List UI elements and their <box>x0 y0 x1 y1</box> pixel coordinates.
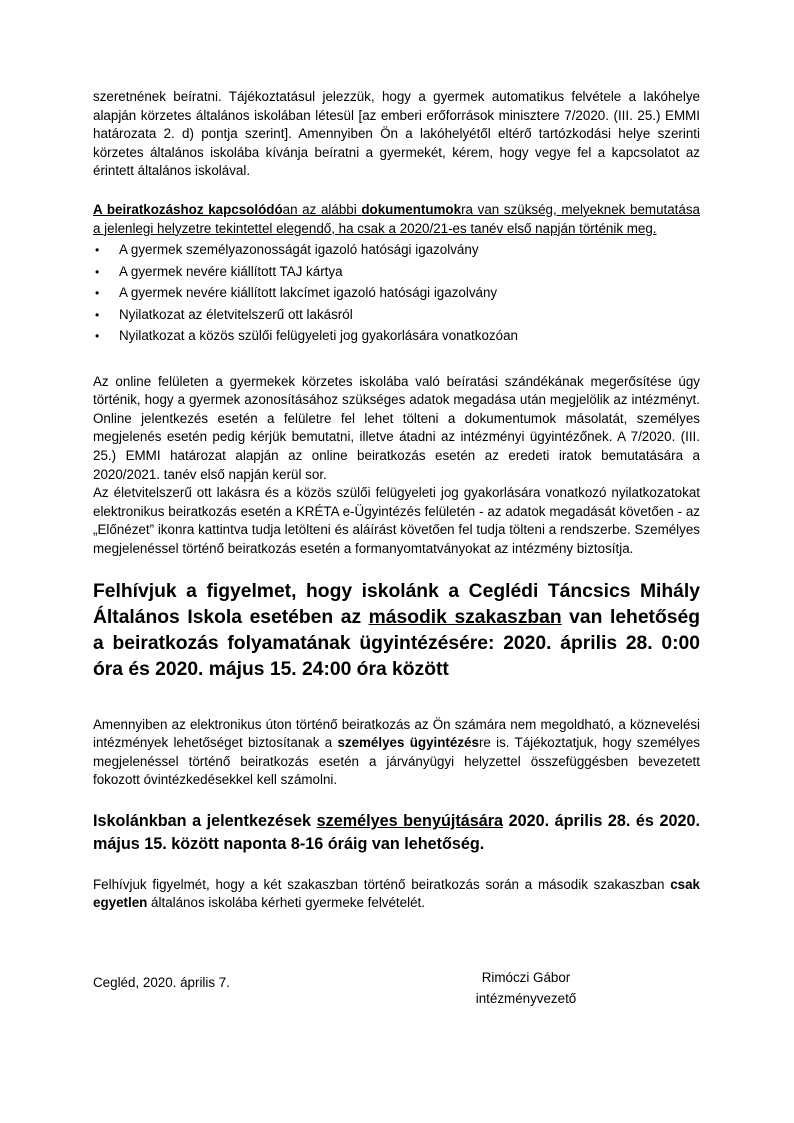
documents-intro-text <box>93 202 700 236</box>
notice-heading-text-3: van lehetőség a beiratkozás folyamatának ügyintézésére: 2020. április 28. 0:00 óra és 2020. május 15. 24:00 óra között <box>93 606 700 680</box>
final-bold: csak egyetlen <box>93 876 700 911</box>
bullet-icon: • <box>95 264 100 279</box>
bullet-icon: • <box>95 328 100 343</box>
documents-intro <box>93 201 700 238</box>
paragraph-online-process: Az online felületen a gyermekek körzetes iskolába való beíratási szándékának megerősítése úgy történik, hogy a gyermek azonosításához szükséges adatok megadása után megjelölik az intézményt. Online jelentkezés esetén a felületre fel lehet tölteni a dokumentumok másolatát, személyes megjelenés esetén pedig kérjük bemutatni, illetve átadni az intézményi ügyintézőnek. A 7/2020. (III. 25.) EMMI határozat alapján az online beiratkozás esetén az eredeti iratok bemutatására a 2020/2021. tanév első napján kerül sor. <box>93 373 700 482</box>
list-item-text: A gyermek nevére kiállított TAJ kártya <box>119 263 343 279</box>
list-item <box>93 306 700 325</box>
paragraph-personal-option <box>93 716 700 790</box>
notice-heading-underlined: második szakaszban <box>368 606 562 628</box>
list-item <box>93 241 700 260</box>
documents-intro-bold-1: A beiratkozáshoz kapcsolódó <box>93 201 283 217</box>
signature-block <box>473 968 579 1009</box>
submission-heading <box>93 810 700 856</box>
personal-bold: személyes ügyintézés <box>337 735 479 751</box>
list-item <box>93 263 700 282</box>
notice-heading <box>93 579 700 683</box>
final-text-3: általános iskolába kérheti gyermeke felvételét. <box>147 895 425 911</box>
signatory-title: intézményvezető <box>475 990 577 1006</box>
documents-intro-bold-2: dokumentumok <box>361 201 462 217</box>
paragraph-declarations: Az életvitelszerű ott lakásra és a közös szülői felügyeleti jog gyakorlására vonatkozó nyilatkozatokat elektronikus beiratkozás esetén a KRÉTA e-Ügyintézés felületén - az adatok megadását követően - az „Előnézet” ikonra kattintva tudja letölteni és aláírást követően fel tudja tölteni a rendszerbe. Személyes megjelenéssel történő beiratkozás esetén a formanyomtatványokat az intézmény biztosítja. <box>93 485 700 556</box>
bullet-icon: • <box>95 307 100 322</box>
list-item-text: A gyermek személyazonosságát igazoló hatósági igazolvány <box>119 242 479 258</box>
bullet-icon: • <box>95 243 100 258</box>
list-item <box>93 327 700 346</box>
paragraph-final-notice <box>93 876 700 913</box>
final-text-1: Felhívjuk figyelmét, hogy a két szakaszban történő beiratkozás során a második szakaszban <box>93 876 671 892</box>
submission-underlined: személyes benyújtására <box>316 811 504 830</box>
notice-heading-text-1: Felhívjuk a figyelmet, hogy iskolánk a Ceglédi Táncsics Mihály Általános Iskola esetében az <box>93 580 700 628</box>
personal-text-1: Amennyiben az elektronikus úton történő beiratkozás az Ön számára nem megoldható, a köznevelési intézmények lehetőséget biztosítanak a <box>93 716 700 751</box>
list-item-text: Nyilatkozat a közös szülői felügyeleti jog gyakorlására vonatkozóan <box>119 327 518 343</box>
document-body <box>93 88 700 993</box>
submission-text-1: Iskolánkban a jelentkezések <box>93 811 317 830</box>
list-item-text: A gyermek nevére kiállított lakcímet igazoló hatósági igazolvány <box>119 285 498 301</box>
list-item-text: Nyilatkozat az életvitelszerű ott lakásról <box>119 306 353 322</box>
required-documents-list <box>93 241 700 346</box>
documents-intro-text-2: an az alábbi <box>282 201 362 217</box>
paragraph-enrollment-info: szeretnének beíratni. Tájékoztatásul jelezzük, hogy a gyermek automatikus felvétele a lakóhelye alapján körzetes általános iskolában létesül [az emberi erőforrások minisztere 7/2020. (III. 25.) EMMI határozata 2. d) pontja szerint]. Amennyiben Ön a lakóhelyétől eltérő tartózkodási helye szerinti körzetes általános iskolába kívánja beíratni a gyermekét, kérem, hogy vegye fel a kapcsolatot az érintett általános iskolával. <box>93 89 700 179</box>
submission-text-3: 2020. április 28. és 2020. május 15. között naponta 8-16 óráig van lehetőség. <box>93 811 700 853</box>
documents-intro-text-4: ra van szükség, melyeknek bemutatása a jelenlegi helyzetre tekintettel elegendő, ha csak a 2020/21-es tanév első napján történik meg. <box>93 201 700 236</box>
place-date: Cegléd, 2020. április 7. <box>93 975 230 991</box>
personal-text-3: re is. Tájékoztatjuk, hogy személyes megjelenéssel történő beiratkozás esetén a járványügyi helyzettel összefüggésben bevezetett fokozott óvintézkedésekkel kell számolni. <box>93 735 701 788</box>
list-item <box>93 284 700 303</box>
signatory-name: Rimóczi Gábor <box>481 970 571 985</box>
bullet-icon: • <box>95 286 100 301</box>
